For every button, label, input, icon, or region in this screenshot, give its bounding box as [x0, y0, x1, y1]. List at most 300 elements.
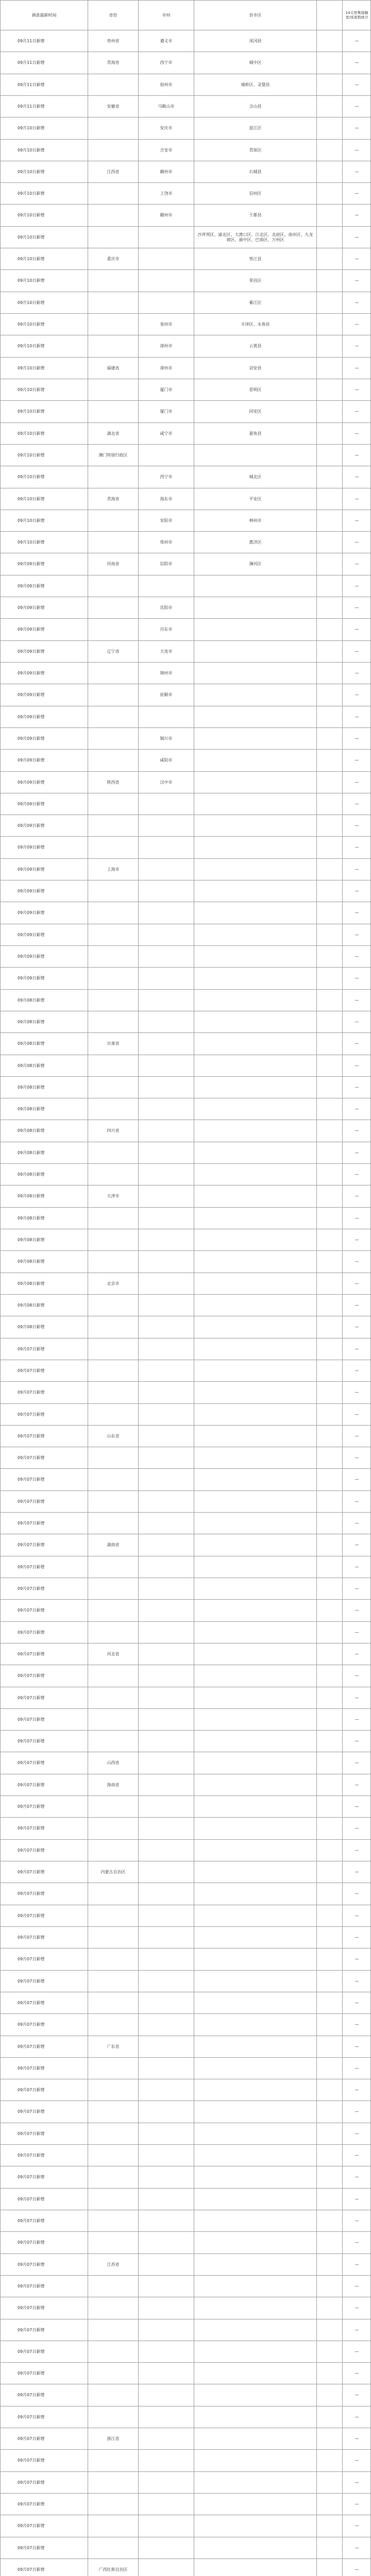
cell-district: 诏安县: [249, 365, 262, 370]
cell-date: 09月10日新增: [18, 431, 45, 436]
cell-district: [194, 1905, 316, 1926]
cell-contacts: —: [355, 1455, 359, 1460]
cell-city: 沈阳市: [160, 605, 173, 610]
cell-date: 09月07日新增: [18, 1717, 45, 1722]
cell-district: [194, 750, 316, 771]
cell-district: [194, 1622, 316, 1643]
cell-date: 09月07日新增: [18, 1477, 45, 1482]
cell-city: [139, 2166, 194, 2188]
cell-district: [194, 1883, 316, 1905]
cell-province: [88, 2276, 138, 2297]
cell-province: [88, 1077, 138, 1098]
cell-contacts: —: [355, 1673, 359, 1678]
cell-date: 09月08日新增: [18, 1194, 45, 1198]
cell-city: [139, 1861, 194, 1883]
cell-contacts: —: [355, 1848, 359, 1853]
cell-contacts: —: [355, 2262, 359, 2267]
cell-contacts: —: [355, 1215, 359, 1221]
cell-contacts: —: [355, 1084, 359, 1090]
cell-city: [139, 1077, 194, 1098]
cell-city: [139, 2276, 194, 2297]
cell-contacts: —: [355, 2000, 359, 2005]
cell-province: [88, 815, 138, 836]
cell-contacts: —: [355, 1935, 359, 1940]
cell-province: [88, 1927, 138, 1948]
cell-city: [139, 2101, 194, 2123]
cell-date: 09月07日新增: [18, 2283, 45, 2289]
cell-city: 咸宁市: [160, 431, 173, 436]
cell-province: [88, 1295, 138, 1316]
cell-district: [194, 1077, 316, 1098]
cell-province: [88, 684, 138, 706]
cell-contacts: —: [355, 1172, 359, 1177]
cell-contacts: —: [355, 2109, 359, 2114]
cell-province: [88, 2210, 138, 2231]
cell-contacts: —: [355, 1651, 359, 1656]
cell-district: 林州市: [249, 518, 262, 523]
cell-city: [139, 227, 194, 248]
cell-contacts: —: [355, 1717, 359, 1722]
cell-province: [88, 1971, 138, 1992]
header-date: 调查最新时间: [31, 12, 57, 18]
cell-province: [88, 663, 138, 684]
cell-district: [194, 1120, 316, 1142]
cell-district: [194, 2363, 316, 2384]
cell-date: 09月07日新增: [18, 1520, 45, 1526]
cell-province: [88, 1208, 138, 1229]
cell-date: 09月07日新增: [18, 1935, 45, 1940]
cell-district: [194, 1055, 316, 1076]
cell-contacts: —: [355, 649, 359, 654]
cell-district: [194, 2276, 316, 2297]
cell-date: 09月07日新增: [18, 2175, 45, 2179]
cell-province: [88, 117, 138, 139]
cell-province: [88, 205, 138, 226]
cell-province: [88, 227, 138, 248]
cell-district: [194, 946, 316, 967]
cell-date: 09月08日新增: [18, 1150, 45, 1155]
cell-contacts: —: [355, 474, 359, 479]
cell-city: [139, 1426, 194, 1447]
cell-date: 09月07日新增: [18, 2327, 45, 2332]
cell-district: [194, 2254, 316, 2275]
cell-date: 09月09日新增: [18, 649, 45, 654]
header-city: 市州: [162, 12, 171, 18]
cell-city: [139, 2189, 194, 2210]
cell-province: [88, 2363, 138, 2384]
cell-contacts: —: [355, 1978, 359, 1984]
cell-contacts: —: [355, 823, 359, 828]
cell-contacts: —: [355, 2283, 359, 2289]
cell-date: 09月07日新增: [18, 2523, 45, 2528]
cell-district: [194, 2145, 316, 2166]
cell-district: [194, 1948, 316, 1970]
cell-contacts: —: [355, 1150, 359, 1155]
cell-date: 09月09日新增: [18, 801, 45, 806]
cell-province: [88, 597, 138, 618]
cell-contacts: —: [355, 60, 359, 65]
cell-city: [139, 793, 194, 815]
cell-contacts: —: [355, 736, 359, 741]
cell-date: 09月09日新增: [18, 867, 45, 872]
cell-contacts: —: [355, 191, 359, 196]
cell-district: [194, 2450, 316, 2471]
cell-province: [88, 2101, 138, 2123]
header-contacts: 14天密集接触者/场景数统计: [345, 10, 368, 20]
cell-date: 09月09日新增: [18, 845, 45, 850]
cell-province: 河南省: [107, 562, 120, 566]
cell-date: 09月07日新增: [18, 1913, 45, 1918]
cell-date: 09月07日新增: [18, 1346, 45, 1351]
cell-province: [88, 1818, 138, 1839]
cell-district: [194, 2341, 316, 2362]
cell-city: [139, 1578, 194, 1599]
cell-district: [194, 1164, 316, 1185]
cell-contacts: —: [355, 2480, 359, 2485]
cell-province: 四川省: [107, 1128, 120, 1133]
cell-district: [194, 1578, 316, 1599]
cell-province: [88, 2494, 138, 2515]
cell-date: 09月09日新增: [18, 670, 45, 675]
cell-date: 09月07日新增: [18, 2044, 45, 2049]
cell-city: [139, 2210, 194, 2231]
cell-district: [194, 2079, 316, 2100]
cell-province: [88, 2145, 138, 2166]
cell-district: [194, 2537, 316, 2558]
cell-city: [139, 1447, 194, 1468]
cell-district: [194, 1251, 316, 1273]
cell-province: 安徽省: [107, 104, 120, 109]
cell-district: [194, 2428, 316, 2449]
cell-date: 09月10日新增: [18, 234, 45, 240]
cell-date: 09月07日新增: [18, 1608, 45, 1613]
cell-province: 北京市: [107, 1281, 120, 1286]
cell-province: [88, 2515, 138, 2537]
cell-district: [194, 2559, 316, 2576]
cell-province: 甘肃省: [107, 1041, 120, 1046]
cell-district: [194, 2123, 316, 2144]
cell-city: [139, 1534, 194, 1556]
cell-district: [194, 1971, 316, 1992]
cell-contacts: —: [355, 1346, 359, 1351]
cell-city: [139, 924, 194, 945]
cell-contacts: —: [355, 605, 359, 610]
cell-city: [139, 1360, 194, 1381]
cell-province: [88, 793, 138, 815]
cell-date: 09月08日新增: [18, 1106, 45, 1111]
cell-district: [194, 1382, 316, 1403]
cell-date: 09月10日新增: [18, 191, 45, 196]
cell-district: [194, 1098, 316, 1120]
cell-contacts: —: [355, 1804, 359, 1809]
cell-contacts: —: [355, 38, 359, 43]
cell-date: 09月07日新增: [18, 1673, 45, 1678]
cell-contacts: —: [355, 169, 359, 174]
cell-city: [139, 2058, 194, 2079]
cell-city: 安庆市: [160, 126, 173, 130]
cell-city: [139, 1098, 194, 1120]
cell-date: 09月07日新增: [18, 2109, 45, 2114]
cell-contacts: —: [355, 692, 359, 697]
cell-city: [139, 1229, 194, 1250]
cell-district: [194, 1513, 316, 1534]
cell-date: 09月07日新增: [18, 2022, 45, 2027]
cell-contacts: —: [355, 1302, 359, 1308]
cell-province: [88, 924, 138, 945]
cell-city: 西宁市: [160, 60, 173, 65]
cell-date: 09月09日新增: [18, 692, 45, 697]
cell-date: 09月07日新增: [18, 1804, 45, 1809]
cell-city: 泉州市: [160, 321, 173, 327]
cell-contacts: —: [355, 1259, 359, 1264]
cell-city: [139, 859, 194, 880]
cell-date: 09月07日新增: [18, 1586, 45, 1591]
cell-contacts: —: [355, 1433, 359, 1438]
cell-district: 垫江县: [249, 256, 262, 261]
cell-district: 沙坪坝区、渝北区、大渡口区、江北区、北碚区、南岸区、九龙坡区、渝中区、巴南区、万州区: [197, 232, 313, 242]
cell-contacts: —: [355, 1738, 359, 1743]
cell-district: [194, 1534, 316, 1556]
cell-province: 内蒙古自治区: [100, 1869, 126, 1874]
cell-district: [194, 1556, 316, 1578]
cell-contacts: —: [355, 1826, 359, 1831]
cell-province: [88, 1164, 138, 1185]
cell-city: [139, 1731, 194, 1752]
cell-city: 铜川市: [160, 736, 173, 741]
cell-date: 09月09日新增: [18, 627, 45, 632]
cell-contacts: —: [355, 932, 359, 937]
cell-city: [139, 2232, 194, 2253]
cell-province: [88, 1098, 138, 1120]
cell-date: 09月07日新增: [18, 1760, 45, 1765]
cell-city: [139, 1818, 194, 1839]
cell-contacts: —: [355, 1281, 359, 1286]
cell-district: [194, 902, 316, 924]
cell-date: 09月07日新增: [18, 2436, 45, 2441]
cell-city: [139, 1709, 194, 1730]
cell-district: [194, 1665, 316, 1687]
cell-district: [194, 2319, 316, 2341]
cell-district: 惠济区: [249, 539, 262, 545]
cell-province: [88, 1404, 138, 1425]
cell-date: 09月08日新增: [18, 1259, 45, 1264]
cell-city: [139, 1142, 194, 1163]
cell-date: 09月07日新增: [18, 1390, 45, 1395]
cell-city: [139, 1513, 194, 1534]
cell-contacts: —: [355, 147, 359, 152]
cell-district: [194, 2101, 316, 2123]
cell-contacts: —: [355, 2306, 359, 2310]
cell-date: 09月07日新增: [18, 2501, 45, 2506]
cell-date: 09月09日新增: [18, 736, 45, 741]
cell-province: [88, 1622, 138, 1643]
cell-date: 09月07日新增: [18, 1433, 45, 1438]
cell-province: [88, 1905, 138, 1926]
cell-province: 广东省: [107, 2044, 120, 2049]
cell-district: [194, 2166, 316, 2188]
cell-district: 同安区: [249, 409, 262, 414]
cell-date: 09月10日新增: [18, 518, 45, 523]
cell-city: 漳州市: [160, 344, 173, 348]
cell-city: [139, 1273, 194, 1294]
cell-province: [88, 968, 138, 989]
cell-contacts: —: [355, 1760, 359, 1765]
cell-date: 09月09日新增: [18, 954, 45, 959]
cell-province: [88, 270, 138, 292]
cell-province: [88, 880, 138, 902]
cell-city: [139, 968, 194, 989]
cell-date: 09月10日新增: [18, 344, 45, 348]
cell-city: [139, 837, 194, 858]
cell-province: [88, 1229, 138, 1250]
cell-contacts: —: [355, 910, 359, 915]
cell-district: [194, 1404, 316, 1425]
cell-province: 青海省: [107, 60, 120, 65]
cell-city: 郑州市: [160, 539, 173, 545]
cell-province: [88, 314, 138, 335]
cell-contacts: —: [355, 888, 359, 893]
cell-date: 09月09日新增: [18, 562, 45, 566]
cell-city: [139, 1055, 194, 1076]
cell-date: 09月11日新增: [18, 60, 45, 65]
cell-date: 09月09日新增: [18, 779, 45, 785]
cell-district: [194, 575, 316, 597]
cell-city: [139, 445, 194, 466]
cell-contacts: —: [355, 670, 359, 675]
cell-city: [139, 2515, 194, 2537]
cell-district: [194, 1185, 316, 1207]
cell-city: 宿州市: [160, 82, 173, 87]
cell-district: [194, 684, 316, 706]
cell-district: [194, 793, 316, 815]
cell-city: 汉中市: [160, 779, 173, 785]
cell-province: [88, 2472, 138, 2493]
cell-city: [139, 1120, 194, 1142]
cell-province: [88, 1011, 138, 1032]
cell-district: 于都县: [249, 213, 262, 217]
cell-date: 09月07日新增: [18, 1738, 45, 1743]
cell-district: [194, 1840, 316, 1861]
cell-district: [194, 1796, 316, 1817]
cell-province: [88, 1665, 138, 1687]
cell-date: 09月07日新增: [18, 2000, 45, 2005]
cell-contacts: —: [355, 1041, 359, 1046]
cell-date: 09月09日新增: [18, 583, 45, 588]
cell-district: 丰泽区、永春县: [241, 321, 270, 327]
cell-contacts: —: [355, 431, 359, 436]
cell-city: [139, 1971, 194, 1992]
cell-contacts: —: [355, 2436, 359, 2441]
cell-district: [194, 1338, 316, 1360]
cell-district: [194, 728, 316, 749]
cell-district: [194, 837, 316, 858]
cell-city: [139, 1687, 194, 1708]
cell-district: [194, 2036, 316, 2057]
cell-district: 信州区: [249, 191, 262, 196]
cell-contacts: —: [355, 2567, 359, 2572]
cell-city: [139, 2559, 194, 2576]
cell-date: 09月09日新增: [18, 910, 45, 915]
cell-contacts: —: [355, 2044, 359, 2049]
cell-contacts: —: [355, 1477, 359, 1482]
cell-date: 09月07日新增: [18, 2218, 45, 2223]
cell-contacts: —: [355, 2414, 359, 2419]
cell-date: 09月07日新增: [18, 2567, 45, 2572]
cell-city: 锦州市: [160, 670, 173, 675]
cell-date: 09月07日新增: [18, 2349, 45, 2354]
cell-contacts: —: [355, 1194, 359, 1198]
cell-contacts: —: [355, 2523, 359, 2528]
cell-province: [88, 140, 138, 161]
cell-district: [194, 772, 316, 793]
cell-district: 浉河区: [249, 562, 262, 566]
cell-province: [88, 1840, 138, 1861]
cell-district: [194, 2014, 316, 2036]
cell-province: 广西壮族自治区: [98, 2567, 128, 2572]
cell-date: 09月08日新增: [18, 1041, 45, 1046]
cell-contacts: —: [355, 496, 359, 501]
cell-district: 含山县: [249, 104, 262, 109]
cell-province: 湖北省: [107, 431, 120, 436]
cell-district: [194, 1208, 316, 1229]
cell-district: [194, 2515, 316, 2537]
cell-province: 海南省: [107, 1782, 120, 1787]
cell-district: [194, 1447, 316, 1468]
cell-province: 重庆市: [107, 256, 120, 261]
cell-province: [88, 1316, 138, 1338]
cell-province: [88, 837, 138, 858]
cell-date: 09月07日新增: [18, 1412, 45, 1417]
cell-date: 09月09日新增: [18, 605, 45, 610]
cell-contacts: —: [355, 2501, 359, 2506]
cell-district: [194, 2232, 316, 2253]
cell-city: 信阳市: [160, 562, 173, 566]
cell-district: [194, 2189, 316, 2210]
cell-province: 陕西省: [107, 779, 120, 785]
cell-date: 09月07日新增: [18, 2153, 45, 2158]
cell-city: [139, 1927, 194, 1948]
cell-district: [194, 1011, 316, 1032]
cell-city: [139, 1665, 194, 1687]
cell-date: 09月07日新增: [18, 1869, 45, 1874]
cell-city: [139, 1251, 194, 1273]
cell-province: [88, 1447, 138, 1468]
cell-date: 09月10日新增: [18, 452, 45, 457]
cell-district: [194, 1861, 316, 1883]
cell-contacts: —: [355, 321, 359, 327]
cell-district: 石城县: [249, 169, 262, 174]
cell-contacts: —: [355, 1630, 359, 1635]
cell-date: 09月08日新增: [18, 1063, 45, 1068]
cell-contacts: —: [355, 845, 359, 850]
cell-date: 09月08日新增: [18, 1325, 45, 1329]
cell-province: [88, 619, 138, 640]
cell-province: [88, 1600, 138, 1621]
cell-district: [194, 1927, 316, 1948]
cell-province: 湖南省: [107, 1543, 120, 1547]
cell-contacts: —: [355, 1106, 359, 1111]
cell-province: [88, 401, 138, 422]
cell-date: 09月07日新增: [18, 1826, 45, 1831]
cell-district: [194, 706, 316, 727]
cell-province: 辽宁省: [107, 649, 120, 654]
cell-date: 09月07日新增: [18, 1957, 45, 1961]
cell-province: [88, 2079, 138, 2100]
cell-district: [194, 1229, 316, 1250]
cell-contacts: —: [355, 1869, 359, 1874]
cell-province: [88, 379, 138, 400]
cell-contacts: —: [355, 2458, 359, 2463]
